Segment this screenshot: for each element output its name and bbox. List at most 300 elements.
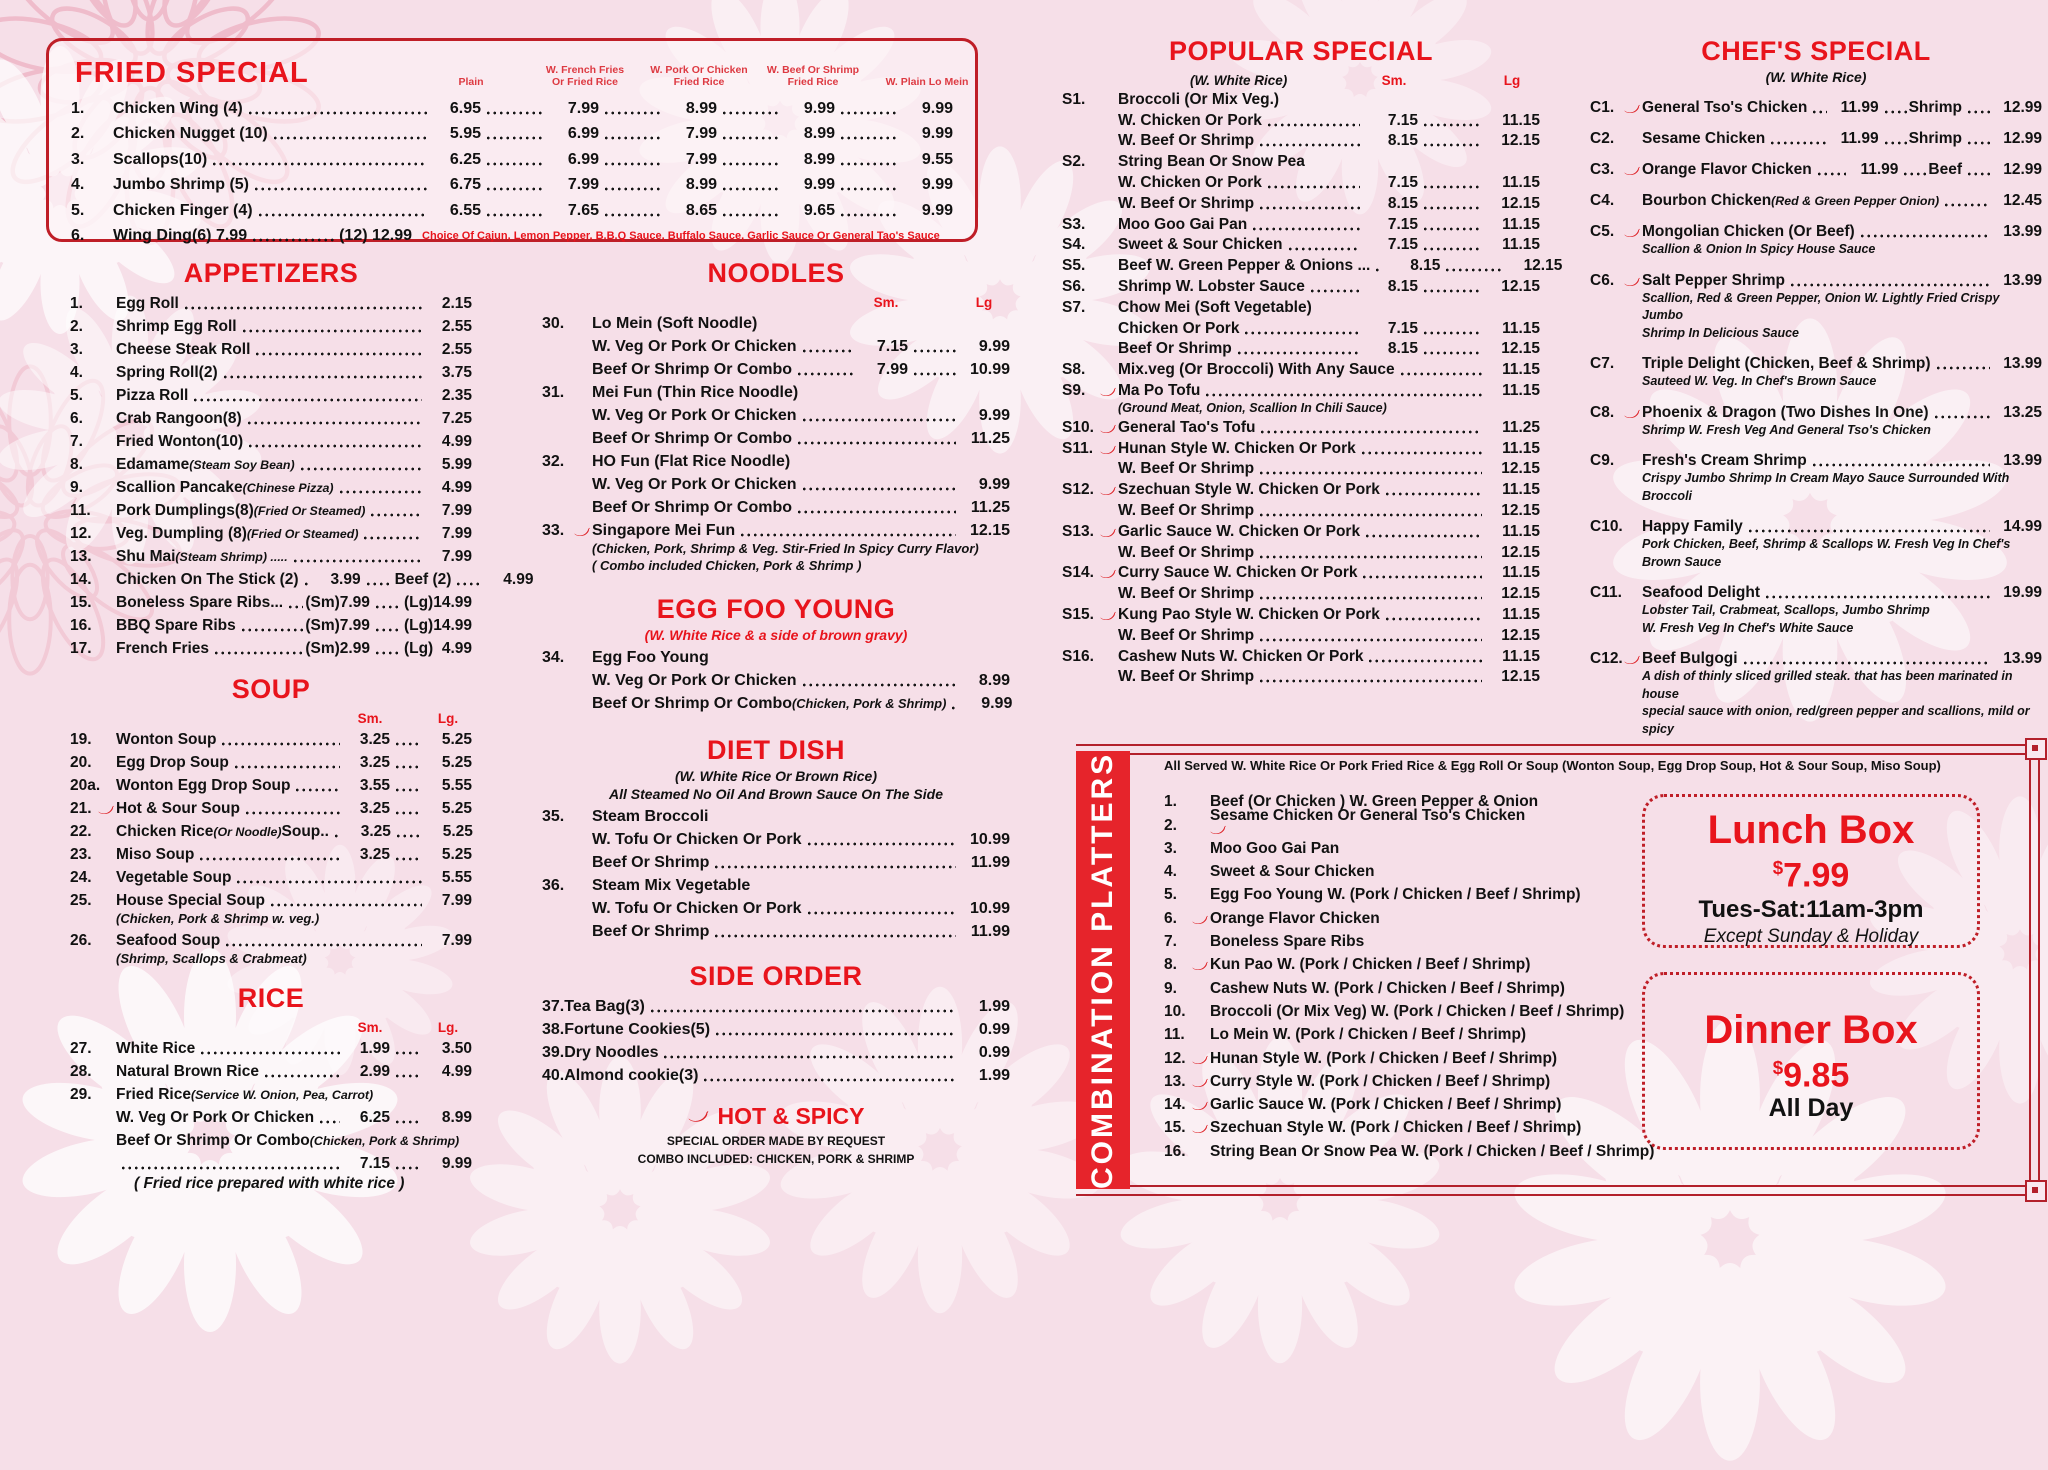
- menu-item-description: Crispy Jumbo Shrimp In Cream Mayo Sauce Surrounded With Broccoli: [1642, 471, 2010, 503]
- price: 14.99: [2003, 518, 2042, 535]
- section-title: RICE: [237, 983, 305, 1013]
- menu-item-description: A dish of thinly sliced grilled steak. that has been marinated in house: [1642, 669, 2013, 701]
- size-column-label: Lg.: [437, 711, 459, 726]
- menu-item-name: W. Veg Or Pork Or Chicken: [592, 476, 797, 493]
- price: 7.65: [567, 201, 599, 219]
- dot-leader: [233, 872, 422, 888]
- size-column-label: Sm.: [873, 295, 899, 310]
- menu-item: [542, 310, 1010, 333]
- menu-item-number: 11.: [70, 502, 91, 519]
- menu-item-name: Wonton Egg Drop Soup: [116, 777, 291, 794]
- menu-item-note: (Steam Shrimp) .....: [175, 550, 288, 564]
- chili-pepper-icon: [1192, 915, 1209, 925]
- price: 1.99: [978, 1067, 1010, 1084]
- menu-item-name: Natural Brown Rice: [116, 1063, 259, 1080]
- section-note: (W. White Rice & a side of brown gravy): [644, 627, 908, 643]
- dot-leader: [712, 1023, 956, 1039]
- dot-leader: [331, 826, 341, 842]
- menu-item-number: 33.: [542, 522, 592, 540]
- menu-item-number: 28.: [70, 1063, 92, 1080]
- menu-item: [1062, 541, 1540, 562]
- price: 11.15: [1502, 481, 1540, 499]
- section-title: SOUP: [231, 674, 311, 704]
- menu-item-name: Beef Bulgogi: [1642, 650, 1738, 667]
- menu-item-name: Hunan Style W. (Pork / Chicken / Beef / Shrimp): [1210, 1049, 1558, 1067]
- section-title: DIET DISH: [706, 735, 845, 765]
- menu-item: [1164, 1021, 1638, 1044]
- menu-item-name: Veg. Dumpling (8)(Fried Or Steamed): [116, 525, 359, 542]
- price: 2.35: [441, 387, 472, 404]
- menu-item: [70, 589, 472, 612]
- panel-top-border: [1076, 744, 2040, 755]
- menu-item-number: 17.: [70, 640, 92, 657]
- menu-item-name: Triple Delight (Chicken, Beef & Shrimp): [1642, 355, 1931, 372]
- price: 3.25: [359, 754, 390, 771]
- menu-item-name: Cashew Nuts W. Chicken Or Pork: [1118, 647, 1364, 665]
- price: 11.15: [1502, 381, 1540, 399]
- menu-item-name: Mei Fun (Thin Rice Noodle): [592, 384, 799, 401]
- menu-item: [70, 382, 472, 405]
- menu-item: [1062, 666, 1540, 687]
- section-rice: [70, 981, 472, 1194]
- menu-item-name: Chicken Rice(Or Noodle)Soup..: [116, 823, 329, 840]
- menu-item-number: 11.: [1164, 1026, 1185, 1044]
- dot-leader: [1202, 384, 1482, 400]
- price: 3.25: [360, 823, 391, 840]
- chili-pepper-icon: [1100, 445, 1117, 455]
- menu-item-name: W. Beef Or Shrimp: [1118, 585, 1255, 603]
- price: 12.15: [1523, 257, 1563, 275]
- menu-item: [1590, 266, 2042, 290]
- dot-leader: [794, 501, 956, 517]
- menu-item-number: S12.: [1062, 481, 1118, 499]
- menu-item: [1062, 437, 1540, 458]
- fried-column-header: W. Plain Lo Mein: [885, 75, 969, 88]
- menu-item: [70, 1127, 472, 1150]
- dot-leader: [261, 1066, 340, 1082]
- menu-item-number: 4.: [70, 364, 83, 381]
- menu-item: [1062, 499, 1540, 520]
- menu-item-name: W. Tofu Or Chicken Or Pork: [592, 900, 802, 917]
- menu-item: [542, 517, 1010, 540]
- price: 7.15: [359, 1155, 390, 1172]
- chili-pepper-icon: [98, 805, 115, 815]
- menu-item-name: Chicken Or Pork: [1118, 319, 1240, 337]
- price: 12.15: [1501, 340, 1540, 358]
- dot-leader: [1420, 114, 1482, 130]
- section-title: SIDE ORDER: [689, 961, 863, 991]
- dot-leader: [453, 574, 483, 590]
- menu-item-name: Wonton Soup: [116, 731, 217, 748]
- menu-item-description: Scallion & Onion In Spicy House Sauce: [1642, 242, 1876, 256]
- dot-leader: [367, 505, 422, 521]
- price: 6.55: [449, 201, 481, 219]
- chili-pepper-icon: [574, 527, 591, 537]
- size-column-label: Sm.: [357, 1020, 383, 1035]
- menu-item: [71, 143, 953, 169]
- dot-leader: [1900, 164, 1926, 180]
- dot-leader: [794, 363, 854, 379]
- dot-leader: [1257, 421, 1482, 437]
- dot-leader: [197, 1043, 340, 1059]
- price: 12.99: [2003, 99, 2042, 116]
- menu-item-number: 8.: [1164, 956, 1210, 974]
- menu-item-number: 2.: [70, 318, 83, 335]
- menu-item-number: 7.: [1164, 933, 1177, 951]
- menu-item-name: String Bean Or Snow Pea: [1118, 153, 1305, 171]
- dot-leader: [290, 551, 422, 567]
- menu-item: [1062, 358, 1540, 379]
- dot-leader: [239, 321, 422, 337]
- menu-item: [1590, 124, 2042, 148]
- menu-item-name: Chow Mei (Soft Vegetable): [1118, 298, 1312, 316]
- menu-item: [70, 927, 472, 950]
- menu-item-number: C7.: [1590, 355, 1615, 372]
- dot-leader: [794, 432, 956, 448]
- menu-item-name: Shrimp Egg Roll: [116, 318, 237, 335]
- price: 8.15: [1387, 132, 1418, 150]
- dot-leader: [1881, 133, 1907, 149]
- section-egg_foo_young: [542, 592, 1013, 713]
- chili-pepper-icon: [1100, 424, 1117, 434]
- price: 4.99: [503, 571, 534, 588]
- menu-item: [1164, 806, 1638, 834]
- menu-item-number: 14.: [1164, 1096, 1210, 1114]
- menu-item-name: Happy Family: [1642, 518, 1743, 535]
- menu-item-name: Sweet & Sour Chicken: [1118, 236, 1283, 254]
- dot-leader: [1420, 322, 1482, 338]
- price: 5.25: [441, 800, 472, 817]
- dot-leader: [1933, 358, 1990, 374]
- menu-item: 6. Wing Ding(6) 7.99 (12) 12.99 Choice Of Cajun, Lemon Pepper, B.B.Q Sauce, Buffalo Sauce, Garlic Sauce Or General Tao's Sauce: [71, 227, 940, 244]
- dot-leader: [1256, 671, 1482, 687]
- menu-item-name: Moo Goo Gai Pan: [1118, 215, 1248, 233]
- price: 11.99: [1840, 99, 1879, 116]
- dot-leader: [711, 925, 956, 941]
- menu-item-name: Lo Mein W. (Pork / Chicken / Beef / Shrimp): [1210, 1026, 1527, 1044]
- dot-leader: [1964, 164, 1990, 180]
- menu-item: [1062, 109, 1540, 130]
- dot-leader: [719, 102, 781, 118]
- menu-item-number: 8.: [70, 456, 83, 473]
- dot-leader: [799, 409, 956, 425]
- price: 11.15: [1502, 564, 1540, 582]
- dot-leader: [245, 102, 427, 118]
- dot-leader: [363, 574, 393, 590]
- menu-item: [542, 826, 1010, 849]
- price: 5.55: [441, 869, 472, 886]
- menu-item: [1590, 446, 2042, 470]
- menu-item-number: 20.: [70, 754, 92, 771]
- dot-leader: [209, 153, 427, 169]
- menu-item: [1062, 130, 1540, 151]
- menu-item-number: 35.: [542, 808, 565, 825]
- menu-item-name: W. Chicken Or Pork: [1118, 173, 1262, 191]
- dot-leader: [392, 734, 422, 750]
- price: 0.99: [978, 1021, 1010, 1038]
- menu-item-name: W. Beef Or Shrimp: [1118, 132, 1255, 150]
- menu-item: [1164, 974, 1638, 997]
- menu-item-name: Szechuan Style W. (Pork / Chicken / Beef / Shrimp): [1210, 1119, 1582, 1137]
- menu-item: [70, 864, 472, 887]
- menu-item-name: Fried Wonton(10): [116, 433, 244, 450]
- dot-leader: [1767, 133, 1826, 149]
- menu-item-note: (Chinese Pizza): [242, 481, 334, 495]
- price: 9.65: [803, 201, 835, 219]
- menu-item-name: Phoenix & Dragon (Two Dishes In One): [1642, 403, 1929, 421]
- menu-item-number: 23.: [70, 846, 92, 863]
- price: 7.99: [876, 361, 908, 378]
- menu-item: [70, 543, 472, 566]
- menu-item-number: 3.: [70, 341, 83, 358]
- menu-item-name: Curry Sauce W. Chicken Or Pork: [1118, 564, 1358, 582]
- section-note: (W. White Rice Or Brown Rice): [675, 768, 877, 784]
- dot-leader: [910, 340, 956, 356]
- dot-leader: [1420, 280, 1482, 296]
- dot-leader: [660, 1046, 956, 1062]
- dot-leader: [1762, 587, 1990, 603]
- menu-item-name: Garlic Sauce W. Chicken Or Pork: [1118, 522, 1361, 540]
- dot-leader: [270, 127, 427, 143]
- dot-leader: [1256, 463, 1482, 479]
- menu-item-name: Steam Broccoli: [592, 808, 709, 825]
- menu-item-name: Beef Or Shrimp Or Combo(Chicken, Pork & Shrimp): [592, 695, 947, 712]
- section-appetizers: [70, 256, 534, 658]
- dot-leader: [719, 204, 781, 220]
- section-soup: [70, 672, 472, 967]
- price: 9.99: [978, 338, 1010, 355]
- price: 8.15: [1387, 340, 1418, 358]
- price: 8.15: [1410, 257, 1441, 275]
- menu-item: [542, 667, 1010, 690]
- menu-item-number: 16.: [70, 617, 92, 634]
- menu-item-name: Egg Foo Young W. (Pork / Chicken / Beef / Shrimp): [1210, 886, 1581, 904]
- menu-item: [1062, 478, 1540, 499]
- fried-special-box: [46, 38, 978, 242]
- fried-column-header: W. Pork Or Chicken Fried Rice: [650, 64, 748, 88]
- menu-item: [70, 1104, 472, 1127]
- dot-leader: [804, 833, 956, 849]
- menu-item-number: 36.: [542, 877, 565, 894]
- menu-item: [1164, 835, 1638, 858]
- dollar-sign: $: [1772, 1057, 1784, 1078]
- price: 11.15: [1502, 111, 1540, 129]
- menu-item: [1164, 1068, 1638, 1091]
- price: (Lg)14.99: [403, 617, 472, 634]
- price: 7.25: [441, 410, 472, 427]
- menu-item: [1590, 578, 2042, 602]
- price: 13.99: [2003, 650, 2042, 667]
- menu-item-number: 1.: [70, 295, 83, 312]
- menu-item-name: Hot & Sour Soup: [116, 800, 240, 817]
- menu-item-number: C6.: [1590, 272, 1642, 290]
- price: 7.99: [441, 548, 472, 565]
- price: 9.99: [441, 1155, 472, 1172]
- chili-pepper-icon: [1100, 611, 1117, 621]
- menu-item-number: 1.: [1164, 793, 1177, 811]
- price: 8.65: [685, 201, 717, 219]
- price: 7.99: [441, 932, 472, 949]
- menu-item-number: C5.: [1590, 223, 1642, 241]
- menu-item-name: 39.Dry Noodles: [542, 1044, 659, 1061]
- menu-item: [1590, 644, 2042, 668]
- dot-leader: [601, 127, 663, 143]
- dot-leader: [392, 1066, 422, 1082]
- price: 2.99: [359, 1063, 390, 1080]
- size-column-label: Sm.: [1381, 73, 1407, 88]
- menu-item-note: (Red & Green Pepper Onion): [1771, 194, 1940, 208]
- dot-leader: [222, 935, 422, 951]
- menu-item-number: 32.: [542, 453, 565, 470]
- menu-item-number: C8.: [1590, 404, 1642, 422]
- menu-item: [70, 818, 472, 841]
- dot-leader: [1814, 164, 1847, 180]
- price: 11.15: [1502, 236, 1540, 254]
- menu-item: [542, 402, 1010, 425]
- dot-leader: [1307, 280, 1360, 296]
- menu-item: [1164, 928, 1638, 951]
- section-note: (W. White Rice): [1190, 73, 1288, 88]
- menu-item-name: Beef Or Shrimp: [1118, 340, 1232, 358]
- menu-item: [1164, 881, 1638, 904]
- section-chefs: [1590, 34, 2042, 738]
- menu-item-name: Beef Or Shrimp Or Combo: [592, 361, 793, 378]
- price: 7.15: [1387, 111, 1418, 129]
- menu-item-name: String Bean Or Snow Pea W. (Pork / Chicken / Beef / Shrimp): [1210, 1142, 1655, 1160]
- price: 9.99: [978, 407, 1010, 424]
- dot-leader: [1264, 114, 1360, 130]
- dot-leader: [255, 204, 427, 220]
- price: (Sm)7.99: [305, 594, 370, 611]
- menu-item: [542, 1016, 1010, 1039]
- dot-leader: [483, 178, 545, 194]
- chili-pepper-icon: [1624, 655, 1641, 665]
- menu-item-name: Seafood Soup: [116, 932, 221, 949]
- hot-spicy-note: COMBO INCLUDED: CHICKEN, PORK & SHRIMP: [637, 1152, 915, 1166]
- menu-item-number: 2.: [1164, 816, 1177, 834]
- dot-leader: [1420, 218, 1482, 234]
- menu-item-name: Cashew Nuts W. (Pork / Chicken / Beef / Shrimp): [1210, 979, 1565, 997]
- menu-item-name: BBQ Spare Ribs: [116, 617, 236, 634]
- menu-item: [70, 359, 472, 382]
- menu-item: [70, 1058, 472, 1081]
- menu-item-name: General Tso's Chicken: [1642, 99, 1808, 116]
- menu-item: [1590, 186, 2042, 210]
- chili-pepper-icon: [1100, 387, 1117, 397]
- menu-item-name: Moo Goo Gai Pan: [1210, 839, 1340, 857]
- chefs-special-column: [1590, 34, 2042, 738]
- menu-item-description: (Shrimp, Scallops & Crabmeat): [116, 951, 307, 966]
- dot-leader: [1964, 102, 1990, 118]
- dot-leader: [719, 178, 781, 194]
- section-note: All Steamed No Oil And Brown Sauce On The Side: [609, 786, 943, 802]
- combination-platters-panel: [1076, 744, 2044, 1196]
- menu-item: [542, 356, 1010, 379]
- chili-pepper-icon: [1624, 277, 1641, 287]
- chili-pepper-icon: [1100, 486, 1117, 496]
- price: 9.99: [921, 125, 953, 142]
- menu-item-name: Beef Or Shrimp: [592, 923, 710, 940]
- menu-item-number: 7.: [70, 433, 83, 450]
- price: 12.15: [1501, 132, 1540, 150]
- menu-item: [70, 772, 472, 795]
- menu-item: [70, 612, 472, 635]
- chili-pepper-icon: [1100, 528, 1117, 538]
- price: 7.99: [567, 176, 599, 193]
- menu-item: [70, 887, 472, 910]
- menu-item-number: 5.: [71, 201, 85, 219]
- menu-item-number: S10.: [1062, 419, 1118, 437]
- price: 12.15: [1501, 277, 1540, 295]
- dinner-box-offer: [1642, 972, 1980, 1150]
- menu-item: [70, 290, 472, 313]
- menu-item: [1164, 998, 1638, 1021]
- chili-pepper-icon: [1192, 961, 1209, 971]
- price: 5.25: [442, 823, 473, 840]
- price: 5.25: [441, 846, 472, 863]
- price: 5.55: [441, 777, 472, 794]
- menu-item: [71, 169, 953, 195]
- dot-leader: [372, 620, 402, 636]
- menu-item-name: Steam Mix Vegetable: [592, 877, 751, 894]
- price: Beef: [1928, 161, 1962, 178]
- price: 6.75: [449, 176, 481, 193]
- price: 9.55: [921, 150, 953, 168]
- size-header-row: [70, 1015, 472, 1035]
- dot-leader: [1397, 364, 1482, 380]
- menu-item: [70, 313, 472, 336]
- menu-item-name: Jumbo Shrimp (5): [113, 176, 250, 193]
- menu-item: [1062, 379, 1540, 400]
- menu-item-name: Orange Flavor Chicken: [1210, 909, 1380, 927]
- price: 3.75: [441, 364, 472, 381]
- price: 7.15: [1387, 319, 1418, 337]
- price: 11.25: [970, 499, 1010, 516]
- price: 12.15: [1501, 543, 1540, 561]
- chili-pepper-icon: [1192, 1101, 1209, 1111]
- dinner-box-price: $9.85: [1772, 1056, 1850, 1095]
- chili-pepper-icon: [1624, 104, 1641, 114]
- menu-item-number: C10.: [1590, 518, 1623, 535]
- menu-item-number: 15.: [1164, 1119, 1210, 1137]
- dot-leader: [1256, 197, 1360, 213]
- menu-item-number: 1.: [71, 99, 85, 117]
- menu-item: [70, 336, 472, 359]
- menu-item-number: 3.: [1164, 839, 1177, 857]
- menu-item: [542, 993, 1010, 1016]
- menu-item-name: Miso Soup: [116, 846, 195, 863]
- menu-item-number: S1.: [1062, 90, 1086, 108]
- dot-leader: [1740, 653, 1990, 669]
- price: 2.55: [441, 318, 472, 335]
- menu-item-number: 34.: [542, 649, 565, 666]
- combination-platters-band-label: COMBINATION PLATTERS: [1086, 751, 1119, 1189]
- menu-item: [1062, 275, 1540, 296]
- menu-item-number: S15.: [1062, 606, 1118, 624]
- menu-item: [1062, 624, 1540, 645]
- menu-item-number: S5.: [1062, 257, 1086, 275]
- menu-item: [1062, 603, 1540, 624]
- dot-leader: [1420, 197, 1482, 213]
- menu-item-number: 5.: [70, 387, 83, 404]
- menu-item-number: S8.: [1062, 361, 1086, 379]
- dinner-box-note: All Day: [1768, 1094, 1854, 1123]
- dot-leader: [1382, 608, 1482, 624]
- price: 4.99: [441, 479, 472, 496]
- dot-leader: [1234, 343, 1360, 359]
- dot-leader: [483, 102, 545, 118]
- chili-pepper-icon: [1100, 569, 1117, 579]
